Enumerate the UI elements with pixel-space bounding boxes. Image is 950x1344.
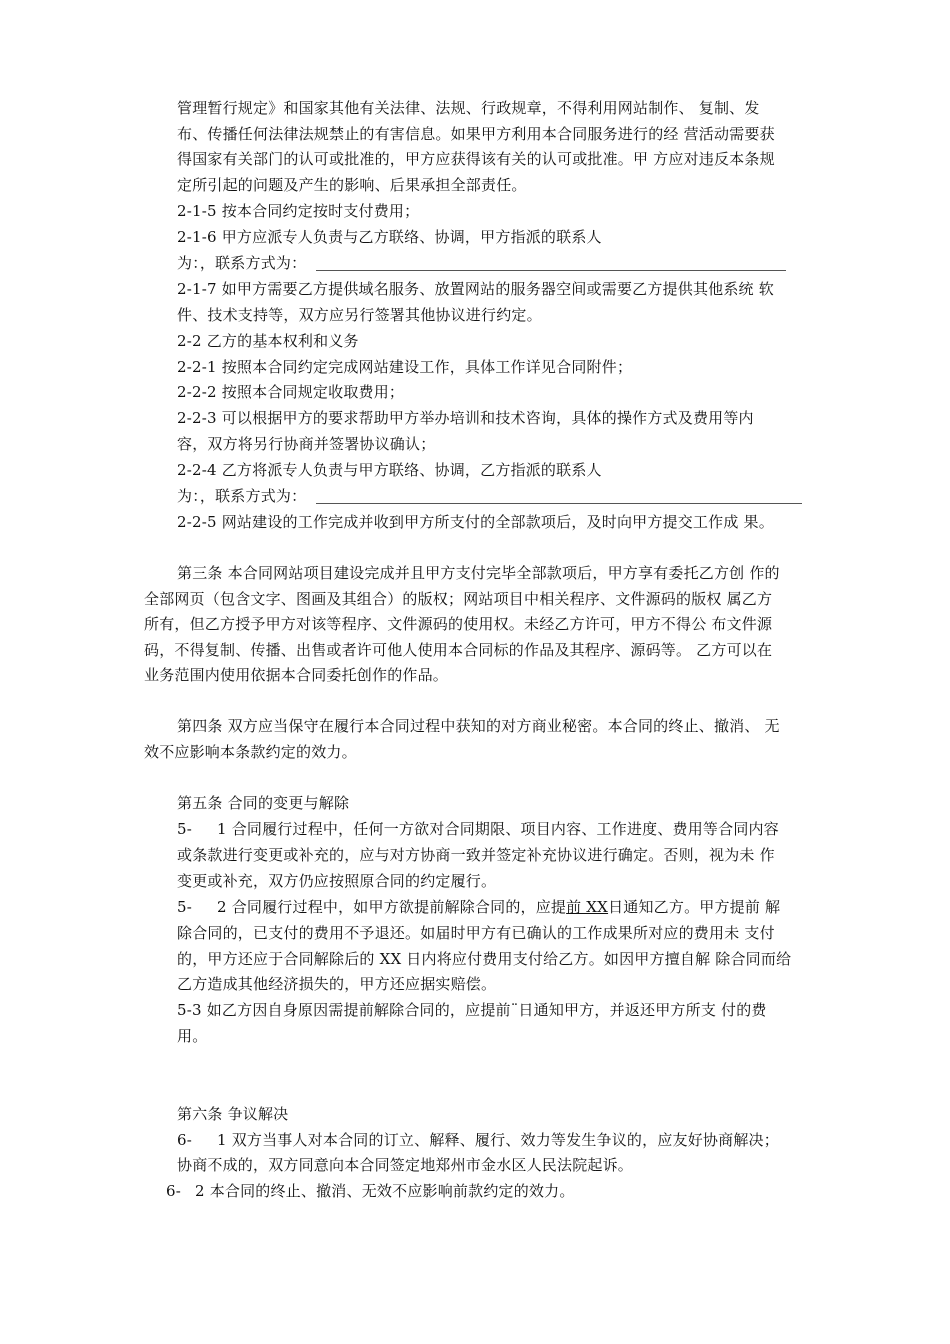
clause5-p2-line-4: 乙方造成其他经济损失的，甲方还应据实赔偿。 xyxy=(177,975,497,993)
clause5-p1-line-3: 变更或补充，双方仍应按照原合同的约定履行。 xyxy=(177,872,497,890)
clause5-p2-number: 5- xyxy=(177,898,193,916)
clause6-p1-line-2: 协商不成的，双方同意向本合同签定地郑州市金水区人民法院起诉。 xyxy=(177,1156,634,1174)
clause5-p2-text-b: 日通知乙方。甲方提前 解 xyxy=(608,898,781,916)
clause2-line-4: 定所引起的问题及产生的影响、后果承担全部责任。 xyxy=(177,176,527,194)
clause6-p2-number: 6- xyxy=(166,1182,182,1200)
clause5-p1-line-1: 1 合同履行过程中，任何一方欲对合同期限、项目内容、工作进度、费用等合同内容 xyxy=(217,820,779,838)
item-2-2-1: 2-2-1 按照本合同约定完成网站建设工作，具体工作详见合同附件； xyxy=(177,358,633,376)
clause6-p1-number: 6- xyxy=(177,1131,193,1149)
item-2-1-5: 2-1-5 按本合同约定按时支付费用； xyxy=(177,202,420,220)
clause6-title: 第六条 争议解决 xyxy=(177,1105,289,1123)
clause2-line-3: 得国家有关部门的认可或批准的，甲方应获得该有关的认可或批准。甲 方应对违反本条规 xyxy=(177,150,775,168)
item-2-2-5: 2-2-5 网站建设的工作完成并收到甲方所支付的全部款项后，及时向甲方提交工作成 果。 xyxy=(177,513,774,531)
clause3-line-1: 第三条 本合同网站项目建设完成并且甲方支付完毕全部款项后，甲方享有委托乙方创 作的 xyxy=(177,564,780,582)
heading-2-2: 2-2 乙方的基本权利和义务 xyxy=(177,332,359,350)
item-2-2-4: 2-2-4 乙方将派专人负责与甲方联络、协调，乙方指派的联系人 xyxy=(177,461,602,479)
clause5-title: 第五条 合同的变更与解除 xyxy=(177,794,350,812)
clause4-line-2: 效不应影响本条款约定的效力。 xyxy=(144,743,357,761)
clause5-p3-line-1: 5-3 如乙方因自身原因需提前解除合同的，应提前¨日通知甲方，并返还甲方所支 付的费 xyxy=(177,1001,767,1019)
clause6-p1-line-1: 1 双方当事人对本合同的订立、解释、履行、效力等发生争议的，应友好协商解决； xyxy=(217,1131,779,1149)
item-2-2-3: 2-2-3 可以根据甲方的要求帮助甲方举办培训和技术咨询，具体的操作方式及费用等内 xyxy=(177,409,754,427)
clause5-p1-number: 5- xyxy=(177,820,193,838)
clause5-p2-line-3: 的，甲方还应于合同解除后的 XX 日内将应付费用支付给乙方。如因甲方擅自解 除合同而给 xyxy=(177,950,792,968)
clause3-line-4: 码，不得复制、传播、出售或者许可他人使用本合同标的作品及其程序、源码等。 乙方可以在 xyxy=(144,641,773,659)
clause5-p3-line-2: 用。 xyxy=(177,1027,208,1045)
item-2-1-6-contact: 为：，联系方式为： xyxy=(177,254,307,272)
clause2-line-1: 管理暂行规定》和国家其他有关法律、法规、行政规章，不得利用网站制作、 复制、发 xyxy=(177,99,760,117)
item-2-2-3-cont: 容，双方将另行协商并签署协议确认； xyxy=(177,435,436,453)
clause5-p2-line-1 xyxy=(217,897,780,917)
clause3-line-2: 全部网页（包含文字、图画及其组合）的版权；网站项目中相关程序、文件源码的版权 属乙方 xyxy=(144,590,773,608)
clause5-p2-text-a: 2 合同履行过程中，如甲方欲提前解除合同的，应提 xyxy=(217,898,567,916)
item-2-1-7: 2-1-7 如甲方需要乙方提供域名服务、放置网站的服务器空间或需要乙方提供其他系统 软 xyxy=(177,280,774,298)
clause3-line-3: 所有，但乙方授予甲方对该等程序、文件源码的使用权。未经乙方许可，甲方不得公 布文件源 xyxy=(144,615,773,633)
clause2-line-2: 布、传播任何法律法规禁止的有害信息。如果甲方利用本合同服务进行的经 营活动需要获 xyxy=(177,125,775,143)
item-2-1-6: 2-1-6 甲方应派专人负责与乙方联络、协调，甲方指派的联系人 xyxy=(177,228,602,246)
clause6-p2-line-1: 2 本合同的终止、撤消、无效不应影响前款约定的效力。 xyxy=(195,1182,575,1200)
clause3-line-5: 业务范围内使用依据本合同委托创作的作品。 xyxy=(144,666,449,684)
item-2-2-4-contact: 为：，联系方式为： xyxy=(177,487,307,505)
clause5-p2-underlined-days: 前 XX xyxy=(566,898,609,916)
item-2-1-7-cont: 件、技术支持等，双方应另行签署其他协议进行约定。 xyxy=(177,306,542,324)
clause5-p2-line-2: 除合同的，已支付的费用不予退还。如届时甲方有已确认的工作成果所对应的费用未 支付 xyxy=(177,924,775,942)
clause5-p1-line-2: 或条款进行变更或补充的，应与对方协商一致并签定补充协议进行确定。否则，视为未 作 xyxy=(177,846,775,864)
clause4-line-1: 第四条 双方应当保守在履行本合同过程中获知的对方商业秘密。本合同的终止、撤消、 无 xyxy=(177,717,780,735)
contact-blank-line xyxy=(316,503,802,504)
item-2-2-2: 2-2-2 按照本合同规定收取费用； xyxy=(177,383,405,401)
contact-blank-line xyxy=(316,270,786,271)
